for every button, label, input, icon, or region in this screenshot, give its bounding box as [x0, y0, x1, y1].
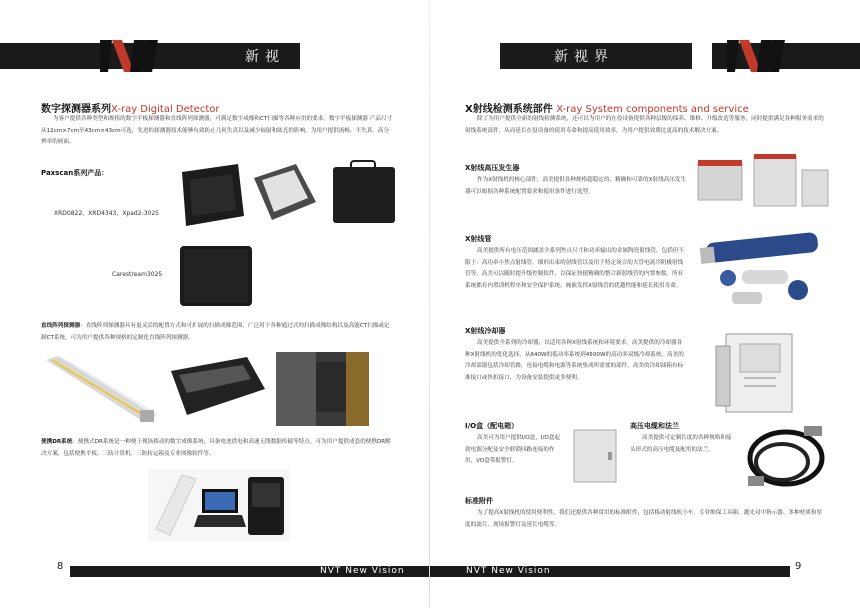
components-title-en: X-ray System components and service	[556, 104, 749, 115]
cooler-image	[710, 328, 814, 418]
detector-title-en: X-ray Digital Detector	[111, 104, 220, 115]
linear-array-bar-image	[40, 352, 160, 428]
components-section-title	[465, 100, 749, 115]
right-page	[430, 0, 860, 608]
detector-section-title	[41, 100, 219, 115]
right-header-gap	[692, 43, 712, 69]
left-header-title: 新视界	[245, 49, 285, 85]
detector-black-image	[176, 160, 248, 230]
components-intro-text: 除了为用户提供全新的射线检测系统，还可以为用户的在役设备提供各种层级的保养、维修、升级改造等服务，同时提供满足各种服务需求的射线系统部件，从而延长在役设备的使用寿命和提高使用效率，为用户提供效费比更高的技术解决方案。	[465, 116, 824, 134]
cooler-text: 高美提供全系列的冷却器，以适用各种X射线系统和环境要求。高美提供的冷却器各种X射线机的优化选择，从640W的低功率系统到4500W的高功率双级冷却系统。高美的冷却部器包括冷却管路，连接电缆和电源等系统集成所需要的部件。高美的冷却油箱有标准接口或快扣接口，为设备安装提供更多便利。	[465, 340, 684, 381]
io-box-text: 高美可为用户提供I/O盒，I/O盒起到电源分配及安全联锁回路连接的作用，I/O盒带报警灯。	[465, 435, 560, 464]
detector-case-image	[327, 157, 399, 229]
nvt-logo-right-icon	[727, 36, 787, 76]
right-footer-text: NVT New Vision	[466, 566, 551, 576]
linear-array-title: 直线阵列探测器	[41, 323, 81, 329]
right-header-title: 新视界	[554, 49, 614, 65]
carestream-detector-image	[178, 244, 254, 308]
accessories-text: 为了提高X射线机的使用便利性，我们还提供各种常用的标准附件，包括移动射线机小车，专业维保工具箱、激光对中指示器、多种材质和厚度的滤片、现场报警灯及延长电缆等。	[465, 510, 823, 528]
portable-dr-title: 便携DR系统	[41, 439, 73, 445]
xray-tube-image	[698, 230, 830, 314]
hv-cable-title: 高压电缆和法兰	[630, 422, 679, 430]
hv-cable-text: 高美提供可定制长度的各种规格和接头形式的高压电缆及配用的法兰。	[630, 435, 732, 453]
detector-intro-text: 为客户提供各种类型和规格的数字平板探测器和直线阵列探测器，可满足数字成像和CT扫描等各种应用的要求。数字平板探测器 产品尺寸从12cm×7cm至43cm×43cm可选，先进的探测器技术能够有效防止几何失真以及减少辐射和眩光的影响。为用户提供流畅、不失真、高分辨率的画面。	[41, 116, 393, 145]
linear-array-module-image	[165, 353, 269, 425]
cooler-title: X射线冷却器	[465, 327, 506, 335]
right-header-bar	[500, 43, 860, 69]
generator-text: 作为X射线机的核心部件，高美提供各种规格超稳定的、精确和可靠的X射线高压发生器可以根据各种系统配置要求和使用条件进行选型。	[465, 177, 687, 195]
xray-tube-title: X射线管	[465, 235, 492, 243]
accessories-title: 标准附件	[465, 497, 493, 505]
components-title-cn: X射线检测系统部件	[465, 104, 553, 115]
linear-array-text: ：直线阵列探测器具有更灵活的配置方式和可扩展的扫描成像范围，广泛用于各种通过式的扫描成像结构以及高能CT扫描或定制CT系统。可为用户提供各种规格的定制化直线阵列探测器。	[41, 323, 390, 341]
portable-dr-image	[148, 469, 290, 541]
left-footer-text: NVT New Vision	[320, 566, 405, 576]
linear-array-system-image	[276, 352, 369, 426]
paxscan-models: XRD0822，XRD4343，Xpad2-3025	[54, 210, 159, 217]
carestream-label: Carestream3025	[112, 271, 163, 278]
nvt-logo-icon	[100, 36, 160, 76]
paxscan-title: Paxscan系列产品：	[41, 169, 109, 177]
portable-dr-text: ：便携式DR系统是一种便于现场移动的数字成像系统，具备电池供电和高速无线数据传输等特点。可为用户提供成套的便携DR解决方案，包括便携平板、三防计算机、三防转运箱及专业图像软件等。	[41, 439, 391, 457]
right-page-number: 9	[795, 561, 802, 572]
hv-cable-image	[742, 418, 832, 496]
portable-dr-paragraph	[41, 437, 393, 460]
detector-title-cn: 数字探测器系列	[41, 104, 111, 115]
io-box-title: I/O盒（配电箱）	[465, 422, 519, 430]
generator-title: X射线高压发生器	[465, 164, 520, 172]
detector-grey-image	[250, 158, 320, 228]
linear-array-paragraph	[41, 321, 393, 344]
io-box-image	[570, 428, 620, 486]
xray-tube-text: 高美提供所有电压范围涵盖全系列焦点尺寸和功率输出的金属陶瓷射线管，包括但不限于：高功率小焦点射线管，细形出束的射线管以及用于特定场合的大管电流冷阴极射线管等。高美可以随时提升级控制软件，以保证快捷精确的整合新射线管的内置参数。所有系统都有内置训机程序和安全保护系统，阀嵌发挥X射线管的优越性能和延长使用寿命。	[465, 248, 684, 289]
left-header-accent	[160, 43, 190, 69]
left-page-number: 8	[57, 561, 64, 572]
generator-image	[694, 152, 830, 216]
